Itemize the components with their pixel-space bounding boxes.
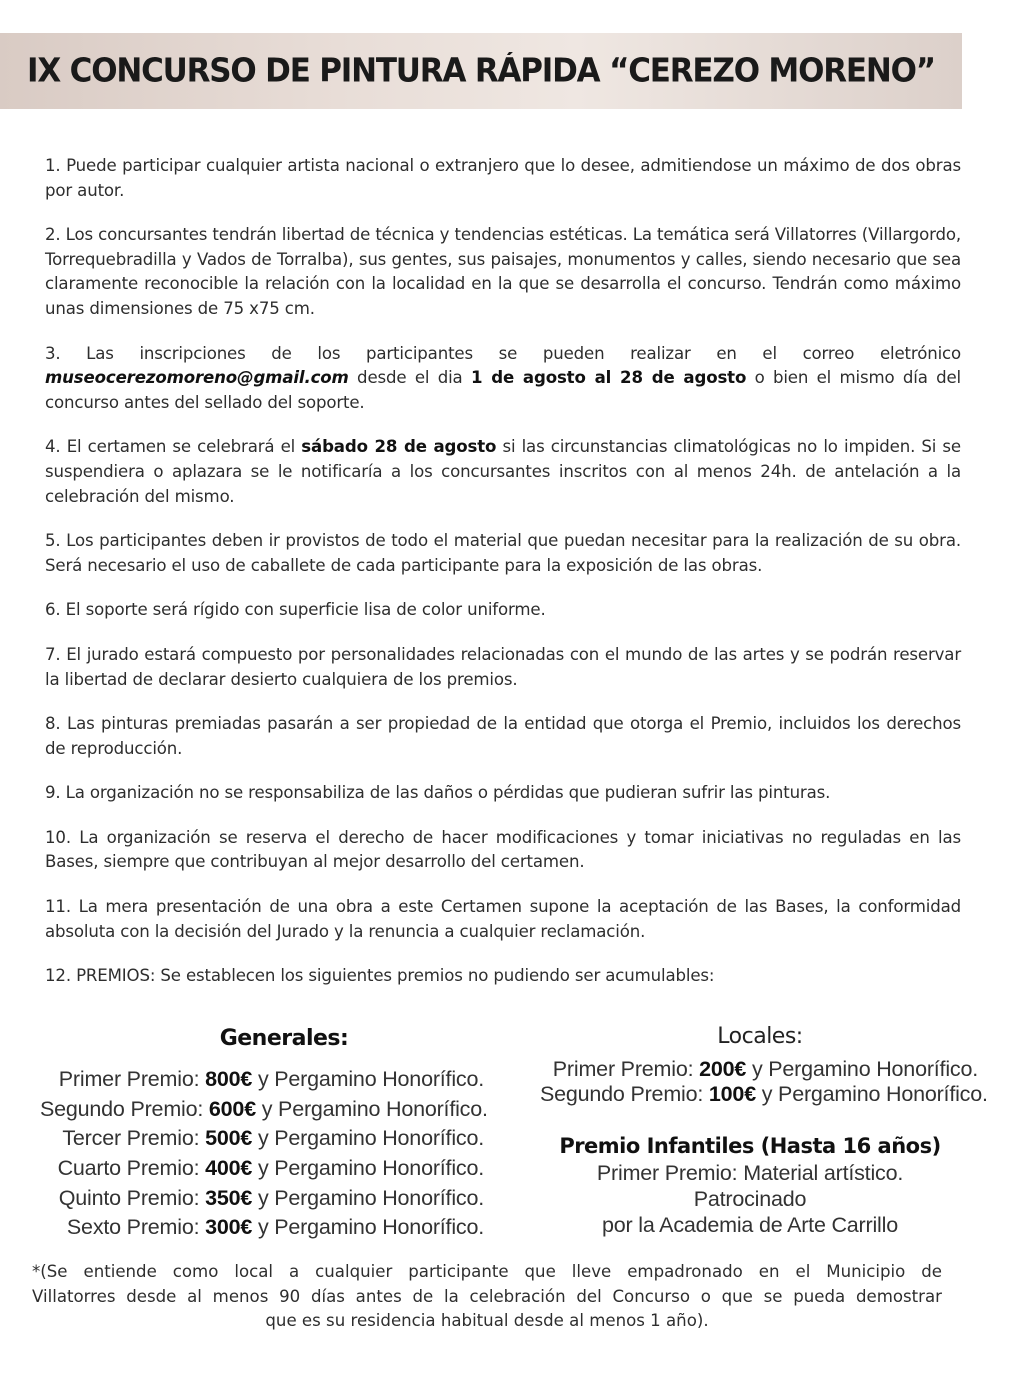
rule-3-text-a: 3. Las inscripciones de los participantes se pueden realizar en el correo eletrónico bbox=[45, 343, 961, 363]
event-date: sábado 28 de agosto bbox=[301, 437, 497, 457]
prize-amount: 800€ bbox=[205, 1067, 253, 1091]
children-prize-line-2: por la Academia de Arte Carrillo bbox=[602, 1213, 898, 1237]
prize-label: Primer Premio: bbox=[552, 1057, 694, 1081]
footnote-line-1: *(Se entiende como local a cualquier participante que lleve empadronado en el Municipio de bbox=[32, 1262, 942, 1281]
rule-6: 6. El soporte será rígido con superficie lisa de color uniforme. bbox=[45, 600, 546, 620]
prize-label: Primer Premio: bbox=[58, 1067, 200, 1091]
local-prizes-heading: Locales: bbox=[717, 1024, 803, 1049]
prize-row bbox=[40, 1095, 488, 1125]
general-prizes-heading: Generales: bbox=[219, 1026, 349, 1051]
prize-row bbox=[540, 1057, 980, 1082]
rule-4 bbox=[45, 435, 961, 509]
contact-email[interactable]: museocerezomoreno@gmail.com bbox=[45, 368, 349, 388]
prize-row bbox=[40, 1065, 484, 1095]
prize-suffix: y Pergamino Honorífico. bbox=[257, 1156, 484, 1181]
footnote-line-3: que es su residencia habitual desde al menos 1 año). bbox=[265, 1311, 709, 1330]
rule-2: 2. Los concursantes tendrán libertad de técnica y tendencias estéticas. La temática será Villatorres (Villargordo, Torrequebradilla y Vados de Torralba), sus gentes, sus paisajes, monumentos y calles, siendo necesario que sea claramente reconocible la relación con la localidad en la que se desarrolla el concurso. Tendrán como máximo unas dimensiones de 75 x75 cm. bbox=[45, 225, 961, 318]
prize-label: Tercer Premio: bbox=[62, 1126, 200, 1151]
prize-amount: 500€ bbox=[205, 1126, 253, 1151]
children-prize-heading: Premio Infantiles (Hasta 16 años) bbox=[559, 1134, 941, 1158]
rule-3 bbox=[45, 342, 961, 416]
rule-4-text-b: si las circunstancias climatológicas no lo impiden. Si se suspendiera o aplazara se le notificaría a los concursantes inscritos con al menos 24h. de antelación a la celebración del mismo. bbox=[45, 437, 961, 506]
prize-suffix: y Pergamino Honorífico. bbox=[257, 1185, 484, 1210]
rule-9: 9. La organización no se responsabiliza de las daños o pérdidas que pudieran sufrir las pinturas. bbox=[45, 783, 831, 803]
footnote bbox=[32, 1260, 942, 1334]
rule-4-text-a: 4. El certamen se celebrará el bbox=[45, 437, 302, 457]
rule-12: 12. PREMIOS: Se establecen los siguientes premios no pudiendo ser acumulables: bbox=[45, 966, 715, 986]
rule-7: 7. El jurado estará compuesto por personalidades relacionadas con el mundo de las artes y se podrán reservar la libertad de declarar desierto cualquiera de los premios. bbox=[45, 644, 961, 689]
rule-3-text-b: desde el dia bbox=[348, 368, 471, 388]
prize-suffix: y Pergamino Honorífico. bbox=[751, 1057, 978, 1081]
prize-row bbox=[40, 1124, 484, 1154]
general-prizes bbox=[40, 1026, 488, 1243]
prize-amount: 350€ bbox=[205, 1185, 253, 1210]
prize-suffix: y Pergamino Honorífico. bbox=[257, 1215, 484, 1240]
rules-list bbox=[45, 154, 961, 1009]
rule-5: 5. Los participantes deben ir provistos de todo el material que puedan necesitar para la realización de su obra. Será necesario el uso de caballete de cada participante para la exposición de las obras. bbox=[45, 531, 961, 575]
prize-label: Cuarto Premio: bbox=[57, 1156, 200, 1181]
prize-amount: 100€ bbox=[708, 1082, 756, 1106]
prize-amount: 400€ bbox=[205, 1156, 253, 1181]
title-banner bbox=[0, 33, 962, 109]
prize-amount: 300€ bbox=[205, 1215, 253, 1240]
prize-row bbox=[40, 1213, 484, 1243]
prize-amount: 600€ bbox=[208, 1096, 256, 1121]
rule-10: 10. La organización se reserva el derecho de hacer modificaciones y tomar iniciativas no reguladas en las Bases, siempre que contribuyan al mejor desarrollo del certamen. bbox=[45, 827, 961, 872]
prize-label: Sexto Premio: bbox=[66, 1215, 200, 1240]
rule-1: 1. Puede participar cualquier artista nacional o extranjero que lo desee, admitiendose un máximo de dos obras por autor. bbox=[45, 156, 961, 200]
rule-11: 11. La mera presentación de una obra a este Certamen supone la aceptación de las Bases, la conformidad absoluta con la decisión del Jurado y la renuncia a cualquier reclamación. bbox=[45, 897, 961, 941]
prize-suffix: y Pergamino Honorífico. bbox=[257, 1067, 484, 1091]
prize-row bbox=[540, 1082, 988, 1107]
prize-label: Segundo Premio: bbox=[40, 1096, 204, 1121]
footnote-line-2: Villatorres desde al menos 90 días antes de la celebración del Concurso o que se pueda demostrar bbox=[32, 1286, 942, 1306]
local-prizes bbox=[540, 1024, 988, 1107]
page-title: IX CONCURSO DE PINTURA RÁPIDA “CEREZO MORENO” bbox=[27, 52, 935, 90]
rule-3-text-c: o bien el mismo día del concurso antes del sellado del soporte. bbox=[45, 368, 961, 412]
prize-label: Segundo Premio: bbox=[540, 1082, 704, 1106]
prize-suffix: y Pergamino Honorífico. bbox=[257, 1126, 484, 1151]
prize-amount: 200€ bbox=[699, 1057, 747, 1081]
prize-row bbox=[40, 1154, 484, 1184]
prize-label: Quinto Premio: bbox=[58, 1185, 200, 1210]
prize-suffix: y Pergamino Honorífico. bbox=[761, 1082, 988, 1106]
registration-dates: 1 de agosto al 28 de agosto bbox=[470, 368, 747, 388]
rule-8: 8. Las pinturas premiadas pasarán a ser propiedad de la entidad que otorga el Premio, incluidos los derechos de reproducción. bbox=[45, 714, 961, 758]
children-prize-line-1: Primer Premio: Material artístico. Patrocinado bbox=[596, 1161, 904, 1211]
prize-row bbox=[40, 1184, 484, 1214]
prize-suffix: y Pergamino Honorífico. bbox=[261, 1096, 488, 1121]
children-prize bbox=[540, 1134, 960, 1238]
